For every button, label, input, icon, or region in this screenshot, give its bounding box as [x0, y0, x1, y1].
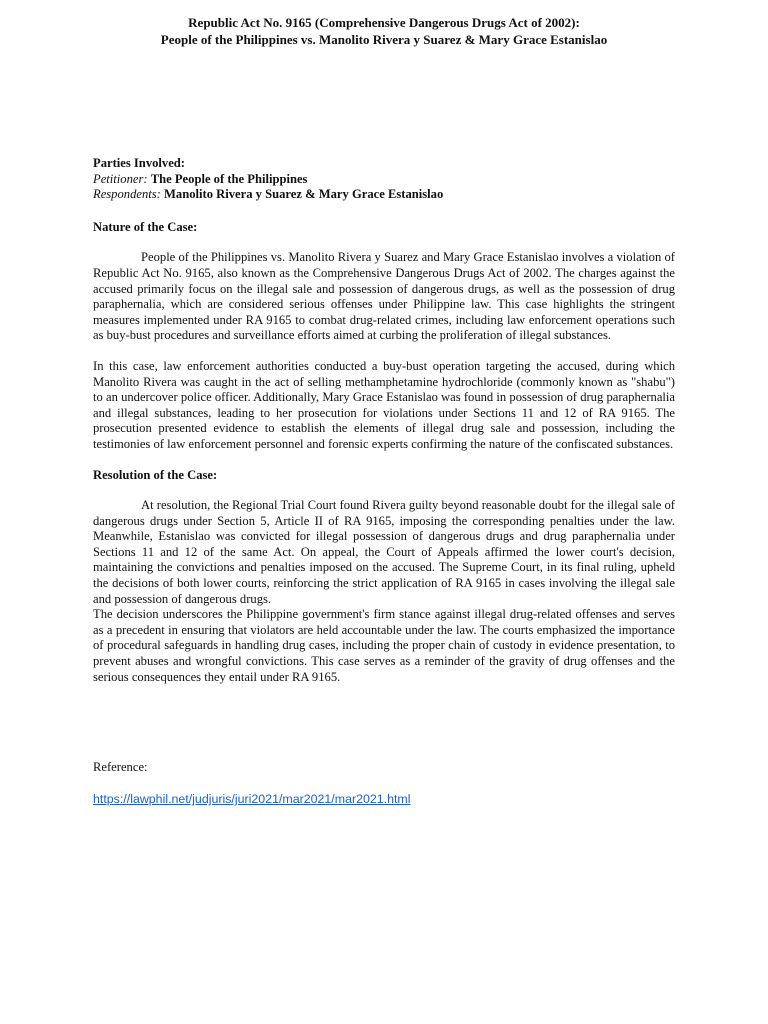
- title-line-1: Republic Act No. 9165 (Comprehensive Dangerous Drugs Act of 2002):: [188, 15, 580, 30]
- nature-paragraph-1: People of the Philippines vs. Manolito Rivera y Suarez and Mary Grace Estanislao involves a violation of Republic Act No. 9165, also known as the Comprehensive Dangerous Drugs Act of 2002. The charges against the accused primarily focus on the illegal sale and possession of dangerous drugs, as well as the possession of drug paraphernalia, which are considered serious offenses under Philippine law. This case highlights the stringent measures implemented under RA 9165 to combat drug-related crimes, including law enforcement operations such as buy-bust procedures and surveillance efforts aimed at curbing the proliferation of illegal substances.: [93, 250, 675, 343]
- respondents-label: Respondents:: [93, 187, 161, 202]
- document-body: [93, 15, 675, 700]
- respondents-row: [93, 187, 675, 203]
- nature-heading: Nature of the Case:: [93, 219, 198, 234]
- petitioner-row: [93, 172, 675, 188]
- petitioner-label: Petitioner:: [93, 171, 148, 186]
- parties-heading: Parties Involved:: [93, 156, 185, 170]
- title-line-2: People of the Philippines vs. Manolito Rivera y Suarez & Mary Grace Estanislao: [160, 32, 608, 47]
- reference-label: Reference:: [93, 760, 148, 774]
- respondents-value: Manolito Rivera y Suarez & Mary Grace Estanislao: [164, 187, 444, 202]
- nature-paragraph-2: In this case, law enforcement authorities conducted a buy-bust operation targeting the accused, during which Manolito Rivera was caught in the act of selling methamphetamine hydrochloride (commonly known as "shabu") to an undercover police officer. Additionally, Mary Grace Estanislao was found in possession of drug paraphernalia and illegal substances, leading to her prosecution for violations under Sections 11 and 12 of RA 9165. The prosecution presented evidence to establish the elements of illegal drug sale and possession, including the testimonies of law enforcement personnel and forensic experts confirming the nature of the confiscated substances.: [93, 358, 675, 451]
- document-title: [93, 14, 675, 48]
- reference-link[interactable]: https://lawphil.net/judjuris/juri2021/mar2021/mar2021.html: [93, 792, 411, 806]
- resolution-paragraph-1: At resolution, the Regional Trial Court found Rivera guilty beyond reasonable doubt for the illegal sale of dangerous drugs under Section 5, Article II of RA 9165, imposing the corresponding penalties under the law. Meanwhile, Estanislao was convicted for illegal possession of dangerous drugs and drug paraphernalia under Sections 11 and 12 of the same Act. On appeal, the Court of Appeals affirmed the lower court's decision, maintaining the convictions and penalties imposed on the accused. The Supreme Court, in its final ruling, upheld the decisions of both lower courts, reinforcing the strict application of RA 9165 in cases involving the illegal sale and possession of dangerous drugs.: [93, 498, 675, 606]
- petitioner-value: The People of the Philippines: [150, 171, 308, 186]
- parties-section: [93, 156, 675, 203]
- resolution-heading: Resolution of the Case:: [93, 467, 218, 482]
- resolution-paragraph-2: The decision underscores the Philippine government's firm stance against illegal drug-related offenses and serves as a precedent in ensuring that violators are held accountable under the law. The courts emphasized the importance of procedural safeguards in handling drug cases, including the proper chain of custody in evidence presentation, to prevent abuses and wrongful convictions. This case serves as a reminder of the gravity of drug offenses and the serious consequences they entail under RA 9165.: [93, 607, 675, 684]
